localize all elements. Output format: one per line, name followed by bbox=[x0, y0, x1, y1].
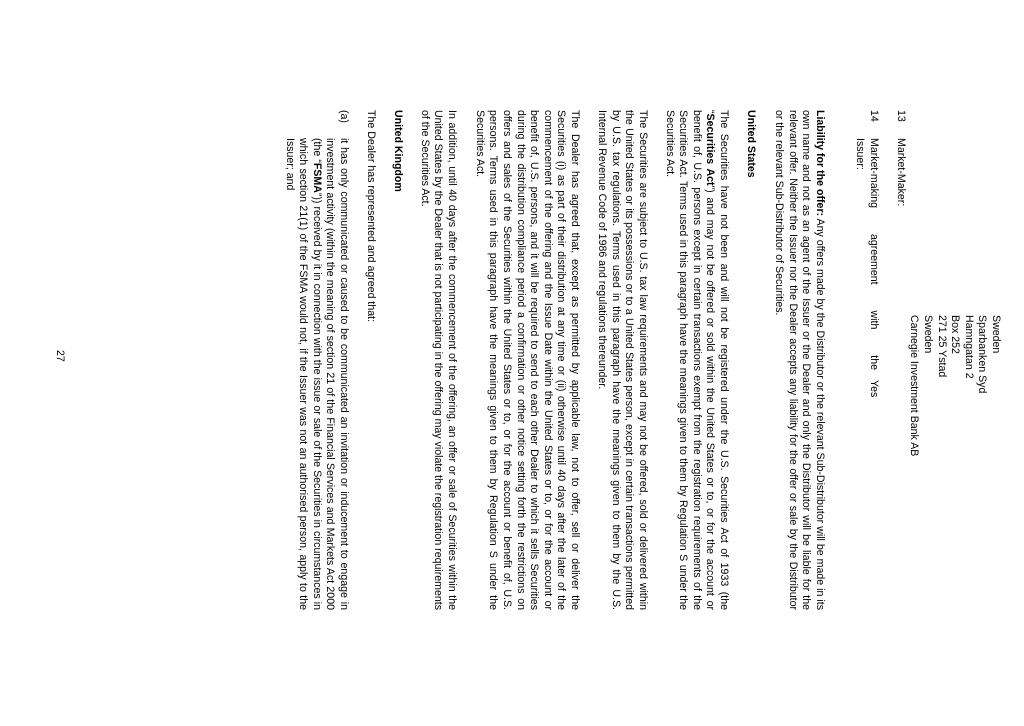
uk-a-text-cont: ”)) received by it in connection with the issue or sale of the Securities in circumstances in which section 21(1) of the FSMA would not, if the Issuer was not an authorised person, apply to the Issuer; and bbox=[283, 138, 323, 610]
us-paragraph-2: The Securities are subject to U.S. tax law requirements and may not be offered, sold or delivered within the United States or its possessions or to a United States person, except in certain transactions permitted by U.S. tax regulations. Terms used in this paragraph have the meanings given to them by the U.S. Internal Revenue Code of 1986 and regulations thereunder. bbox=[596, 110, 649, 610]
page-number: 27 bbox=[54, 350, 66, 362]
address-block bbox=[907, 315, 1002, 615]
item-value: Yes bbox=[868, 380, 880, 398]
securities-act-term: Securities Act bbox=[704, 113, 717, 186]
us-paragraph-4: In addition, until 40 days after the commencement of the offering, an offer or sale of Securities within the United States by the Dealer that is not participating in the offering may violate the registration requirements of the Securities Act. bbox=[418, 110, 458, 610]
us-heading: United States bbox=[745, 110, 757, 178]
liability-heading: Liability for the offer: bbox=[814, 110, 826, 217]
liability-text: Any offers made by the Distributor or the relevant Sub-Distributor will be made in its own name and not as an agent of the Issuer or the Dealer and only the Distributor will be liable for the relevant offer. Neither the Issuer nor the Dealer accepts any liability for the offer or sale by the Distributor or the relevant Sub-Distributor of Securities. bbox=[773, 110, 826, 611]
address-line: Hamngatan 2 bbox=[962, 315, 975, 379]
uk-a-text: it has only communicated or caused to be communicated an invitation or inducement to engage in investment activity (within the meaning of section 21 of the Financial Services and Markets Act 2000 (the “ bbox=[310, 138, 350, 610]
address-line: 271 25 Ystad bbox=[935, 315, 948, 378]
item-number: 14 bbox=[868, 110, 880, 122]
uk-intro: The Dealer has represented and agreed that: bbox=[365, 110, 377, 323]
fsma-term: FSMA bbox=[310, 162, 323, 193]
uk-item-a-text bbox=[282, 138, 350, 610]
item-label: Market-Maker: bbox=[895, 138, 907, 207]
address-line: Sweden bbox=[922, 315, 935, 354]
address-line: Carnegie Investment Bank AB bbox=[908, 315, 921, 457]
address-line: Box 252 bbox=[949, 315, 962, 354]
address-line: Sparbanken Syd bbox=[976, 315, 989, 394]
item-marker: (a) bbox=[338, 110, 350, 123]
item-label: Market-making agreement with the bbox=[868, 138, 880, 370]
address-line: Sweden bbox=[990, 315, 1002, 354]
us-p1-text-cont: ”) and may not be offered or sold within the United States or to, or for the account or benefit of, U.S. persons except in certain transactions exempt from the registration requirements of the Securities Act. Terms used in this paragraph have the meanings given to them by Regulation S under the Securities Act. bbox=[663, 110, 717, 610]
item-number: 13 bbox=[895, 110, 907, 122]
uk-heading: United Kingdom bbox=[392, 110, 404, 192]
us-paragraph-3: The Dealer has agreed that, except as permitted by applicable law, not to offer, sell or deliver the Securities (i) as part of their distribution at any time or (ii) otherwise until 40 days after the later of the commencement of the offering and the Issue Date within the United States or to, or for the account or benefit of, U.S. persons, and it will be required to send to each other Dealer to which it sells Securities during the distribution compliance period a confirmation or other notice setting forth the restrictions on offers and sales of the Securities within the United States or to, or for the account or benefit of, U.S. persons. Terms used in this paragraph have the meanings given to them by Regulation S under the Securities Act. bbox=[473, 110, 581, 610]
us-p1-text: The Securities have not been and will not be registered under the U.S. Securities Act of 1933 (the “ bbox=[704, 110, 730, 610]
item-label-continued: Issuer: bbox=[854, 138, 867, 170]
liability-paragraph bbox=[772, 110, 826, 610]
us-paragraph-1 bbox=[662, 110, 730, 610]
